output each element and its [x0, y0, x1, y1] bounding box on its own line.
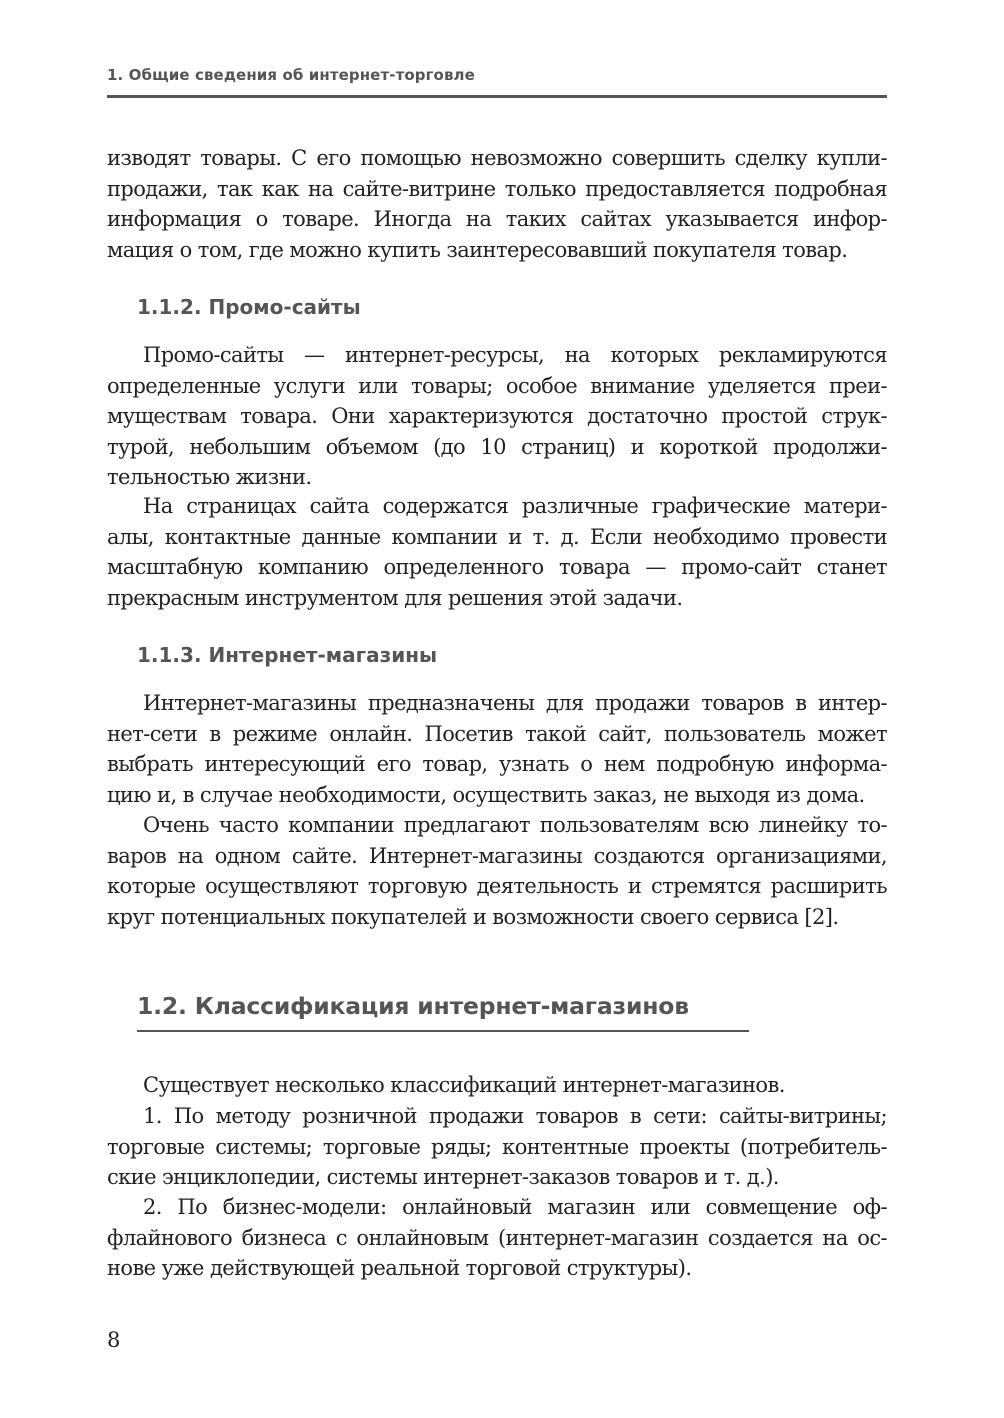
promo-paragraph-2: [107, 491, 887, 613]
text-line: варов на одном сайте. Интернет-магазины создаются организациями,: [107, 843, 887, 868]
text-line: нет-сети в режиме онлайн. Посетив такой сайт, пользователь может: [107, 721, 887, 746]
shops-paragraph-2: [107, 810, 887, 932]
text-line: Очень часто компании предлагают пользователям всю линейку то-: [143, 813, 887, 837]
promo-paragraph-1: [107, 340, 887, 493]
text-line: выбрать интересующий его товар, узнать о нем подробную информа-: [107, 752, 887, 776]
text-line: круг потенциальных покупателей и возможности своего сервиса [2].: [107, 904, 839, 929]
shops-paragraph-1: [107, 688, 887, 810]
text-line: тельностью жизни.: [107, 465, 312, 489]
page-number: 8: [107, 1328, 121, 1352]
classification-paragraph-3: [107, 1192, 887, 1284]
text-line: Существует несколько классификаций интернет-магазинов.: [143, 1073, 785, 1097]
text-line: алы, контактные данные компании и т. д. Если необходимо провести: [107, 524, 887, 549]
section-heading-classification: 1.2. Классификация интернет-магазинов: [137, 992, 689, 1020]
subsection-heading-promo: 1.1.2. Промо-сайты: [137, 295, 361, 319]
text-line: мация о том, где можно купить заинтересовавший покупателя товар.: [107, 237, 848, 262]
text-line: определенные услуги или товары; особое внимание уделяется преи-: [107, 373, 887, 398]
text-line: турой, небольшим объемом (до 10 страниц) и короткой продолжи-: [107, 434, 887, 459]
text-line: которые осуществляют торговую деятельность и стремятся расширить: [107, 874, 887, 898]
text-line: Промо-сайты — интернет-ресурсы, на которых рекламируются: [143, 343, 887, 367]
text-line: продажи, так как на сайте-витрине только предоставляется подробная: [107, 176, 887, 201]
text-line: 1. По методу розничной продажи товаров в сети: сайты-витрины;: [143, 1104, 887, 1128]
running-head-rule: [107, 95, 887, 98]
text-line: 2. По бизнес-модели: онлайновый магазин или совмещение оф-: [143, 1195, 887, 1219]
text-line: информация о товаре. Иногда на таких сайтах указывается инфор-: [107, 207, 887, 231]
text-line: торговые системы; торговые ряды; контентные проекты (потребитель-: [107, 1134, 887, 1159]
text-line: флайнового бизнеса с онлайновым (интернет-магазин создается на ос-: [107, 1225, 887, 1250]
section-heading-rule: [137, 1030, 749, 1032]
text-line: муществам товара. Они характеризуются достаточно простой струк-: [107, 404, 887, 428]
running-head: 1. Общие сведения об интернет-торговле: [107, 66, 475, 84]
text-line: нове уже действующей реальной торговой структуры).: [107, 1256, 692, 1280]
classification-paragraph-1: [107, 1070, 887, 1101]
text-line: На страницах сайта содержатся различные графические матери-: [143, 494, 887, 518]
text-line: Интернет-магазины предназначены для продажи товаров в интер-: [143, 691, 887, 715]
text-line: ские энциклопедии, системы интернет-заказов товаров и т. д.).: [107, 1165, 779, 1189]
text-line: прекрасным инструментом для решения этой задачи.: [107, 585, 683, 610]
text-line: цию и, в случае необходимости, осуществить заказ, не выходя из дома.: [107, 782, 865, 807]
text-line: изводят товары. С его помощью невозможно совершить сделку купли-: [107, 146, 887, 170]
intro-paragraph: [107, 143, 887, 265]
classification-paragraph-2: [107, 1101, 887, 1193]
text-line: масштабную компанию определенного товара — промо-сайт станет: [107, 555, 887, 579]
subsection-heading-shops: 1.1.3. Интернет-магазины: [137, 643, 438, 667]
